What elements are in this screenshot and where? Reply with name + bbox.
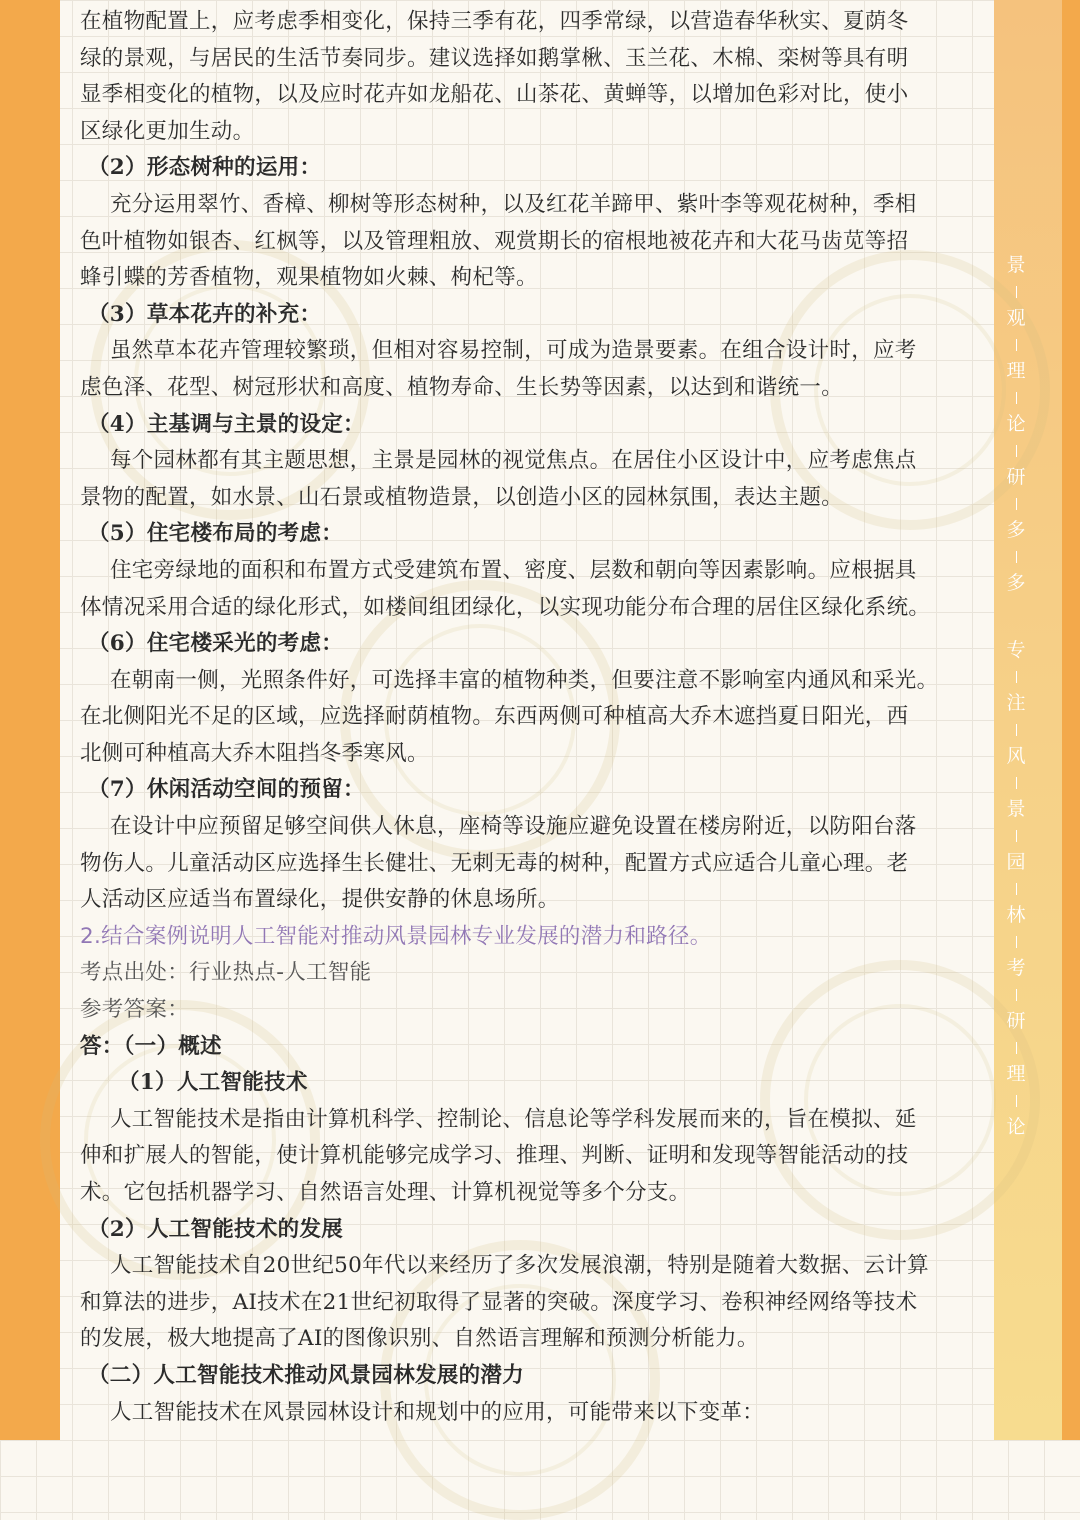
sidebar-char: 景 — [1006, 254, 1026, 276]
left-border — [0, 0, 60, 1440]
paragraph-line: 人工智能技术自20世纪50年代以来经历了多次发展浪潮，特别是随着大数据、云计算 — [110, 1253, 929, 1279]
sidebar-char: 专 — [1006, 639, 1026, 661]
paragraph-line: 显季相变化的植物，以及应时花卉如龙船花、山茶花、黄蝉等，以增加色彩对比，使小 — [80, 82, 909, 108]
sidebar-separator — [1016, 724, 1017, 736]
section-heading: （3）草本花卉的补充： — [88, 301, 322, 327]
sidebar-separator — [1016, 286, 1017, 298]
sidebar-separator — [1016, 1095, 1017, 1107]
section-heading: （2）形态树种的运用： — [88, 155, 322, 181]
paragraph-line: 绿的景观，与居民的生活节奏同步。建议选择如鹅掌楸、玉兰花、木棉、栾树等具有明 — [80, 45, 909, 71]
answer-heading: 答：（一）概述 — [80, 1033, 222, 1059]
paragraph-line: 住宅旁绿地的面积和布置方式受建筑布置、密度、层数和朝向等因素影响。应根据具 — [110, 557, 917, 583]
section-heading: （二）人工智能技术推动风景园林发展的潜力 — [88, 1362, 525, 1388]
paragraph-line: 和算法的进步，AI技术在21世纪初取得了显著的突破。深度学习、卷积神经网络等技术 — [80, 1289, 918, 1315]
paragraph-line: 人活动区应适当布置绿化，提供安静的休息场所。 — [80, 887, 560, 913]
paragraph-line: 在植物配置上，应考虑季相变化，保持三季有花，四季常绿，以营造春华秋实、夏荫冬 — [80, 9, 909, 34]
sidebar-separator — [1016, 445, 1017, 457]
paragraph-line: 色叶植物如银杏、红枫等，以及管理粗放、观赏期长的宿根地被花卉和大花马齿苋等招 — [80, 228, 909, 254]
paragraph-line: 体情况采用合适的绿化形式，如楼间组团绿化，以实现功能分布合理的居住区绿化系统。 — [80, 594, 931, 620]
sidebar-char: 多 — [1006, 572, 1026, 594]
paragraph-line: 术。它包括机器学习、自然语言处理、计算机视觉等多个分支。 — [80, 1180, 691, 1205]
section-heading: （6）住宅楼采光的考虑： — [88, 631, 344, 657]
section-heading: （2）人工智能技术的发展 — [88, 1216, 344, 1242]
paragraph-line: 蜂引蝶的芳香植物，观果植物如火棘、枸杞等。 — [80, 265, 538, 291]
section-heading: （4）主基调与主景的设定： — [88, 411, 365, 437]
sidebar-char: 多 — [1006, 519, 1026, 541]
paragraph-line: 北侧可种植高大乔木阻挡冬季寒风。 — [80, 740, 429, 766]
right-border — [1062, 0, 1080, 1440]
sidebar-char: 研 — [1006, 1010, 1026, 1032]
sidebar-char: 风 — [1006, 745, 1026, 767]
paragraph-line: 在北侧阳光不足的区域，应选择耐荫植物。东西两侧可种植高大乔木遮挡夏日阳光，西 — [80, 704, 909, 730]
sidebar-separator — [1016, 339, 1017, 351]
sidebar-char: 考 — [1006, 957, 1026, 979]
sidebar-separator — [1016, 671, 1017, 683]
question-title: 2.结合案例说明人工智能对推动风景园林专业发展的潜力和路径。 — [80, 923, 712, 949]
paragraph-line: 虽然草本花卉管理较繁琐，但相对容易控制，可成为造景要素。在组合设计时，应考 — [110, 338, 917, 364]
sidebar-separator — [1016, 936, 1017, 948]
sidebar-separator — [1016, 498, 1017, 510]
article-body — [80, 4, 995, 1431]
paragraph-line: 在设计中应预留足够空间供人休息，座椅等设施应避免设置在楼房附近，以防阳台落 — [110, 814, 917, 840]
paragraph-line: 人工智能技术是指由计算机科学、控制论、信息论等学科发展而来的，旨在模拟、延 — [110, 1106, 917, 1132]
sidebar-separator — [1016, 777, 1017, 789]
sidebar-char: 注 — [1006, 692, 1026, 714]
sidebar-char: 景 — [1006, 798, 1026, 820]
section-heading: （7）休闲活动空间的预留： — [88, 777, 365, 803]
meta-label: 考点出处：行业热点-人工智能 — [80, 960, 372, 986]
section-heading: （5）住宅楼布局的考虑： — [88, 521, 344, 547]
sidebar-separator — [1016, 989, 1017, 1001]
paragraph-line: 景物的配置，如水景、山石景或植物造景，以创造小区的园林氛围，表达主题。 — [80, 484, 844, 510]
section-heading: （1）人工智能技术 — [118, 1070, 308, 1096]
paragraph-line: 物伤人。儿童活动区应选择生长健壮、无刺无毒的树种，配置方式应适合儿童心理。老 — [80, 850, 909, 876]
sidebar-char: 园 — [1006, 851, 1026, 873]
sidebar-char: 理 — [1006, 360, 1026, 382]
sidebar-char: 观 — [1006, 307, 1026, 329]
paragraph-line: 在朝南一侧，光照条件好，可选择丰富的植物种类，但要注意不影响室内通风和采光。 — [110, 667, 939, 693]
sidebar-char: 研 — [1006, 466, 1026, 488]
sidebar-char: 论 — [1006, 1116, 1026, 1138]
paragraph-line: 人工智能技术在风景园林设计和规划中的应用，可能带来以下变革： — [110, 1399, 765, 1425]
meta-label: 参考答案： — [80, 997, 190, 1023]
sidebar-char: 理 — [1006, 1063, 1026, 1085]
paragraph-line: 每个园林都有其主题思想，主景是园林的视觉焦点。在居住小区设计中，应考虑焦点 — [110, 448, 917, 474]
paragraph-line: 虑色泽、花型、树冠形状和高度、植物寿命、生长势等因素，以达到和谐统一。 — [80, 374, 844, 400]
sidebar-separator — [1016, 883, 1017, 895]
sidebar-char: 论 — [1006, 413, 1026, 435]
sidebar-separator — [1016, 551, 1017, 563]
paragraph-line: 伸和扩展人的智能，使计算机能够完成学习、推理、判断、证明和发现等智能活动的技 — [80, 1143, 909, 1169]
sidebar-separator — [1016, 392, 1017, 404]
sidebar-separator — [1016, 1042, 1017, 1054]
paragraph-line: 区绿化更加生动。 — [80, 118, 255, 144]
sidebar-vertical-title — [994, 252, 1038, 1141]
sidebar-separator — [1016, 830, 1017, 842]
paragraph-line: 充分运用翠竹、香樟、柳树等形态树种，以及红花羊蹄甲、紫叶李等观花树种，季相 — [110, 191, 917, 217]
paragraph-line: 的发展，极大地提高了AI的图像识别、自然语言理解和预测分析能力。 — [80, 1326, 759, 1352]
sidebar-char: 林 — [1006, 904, 1026, 926]
